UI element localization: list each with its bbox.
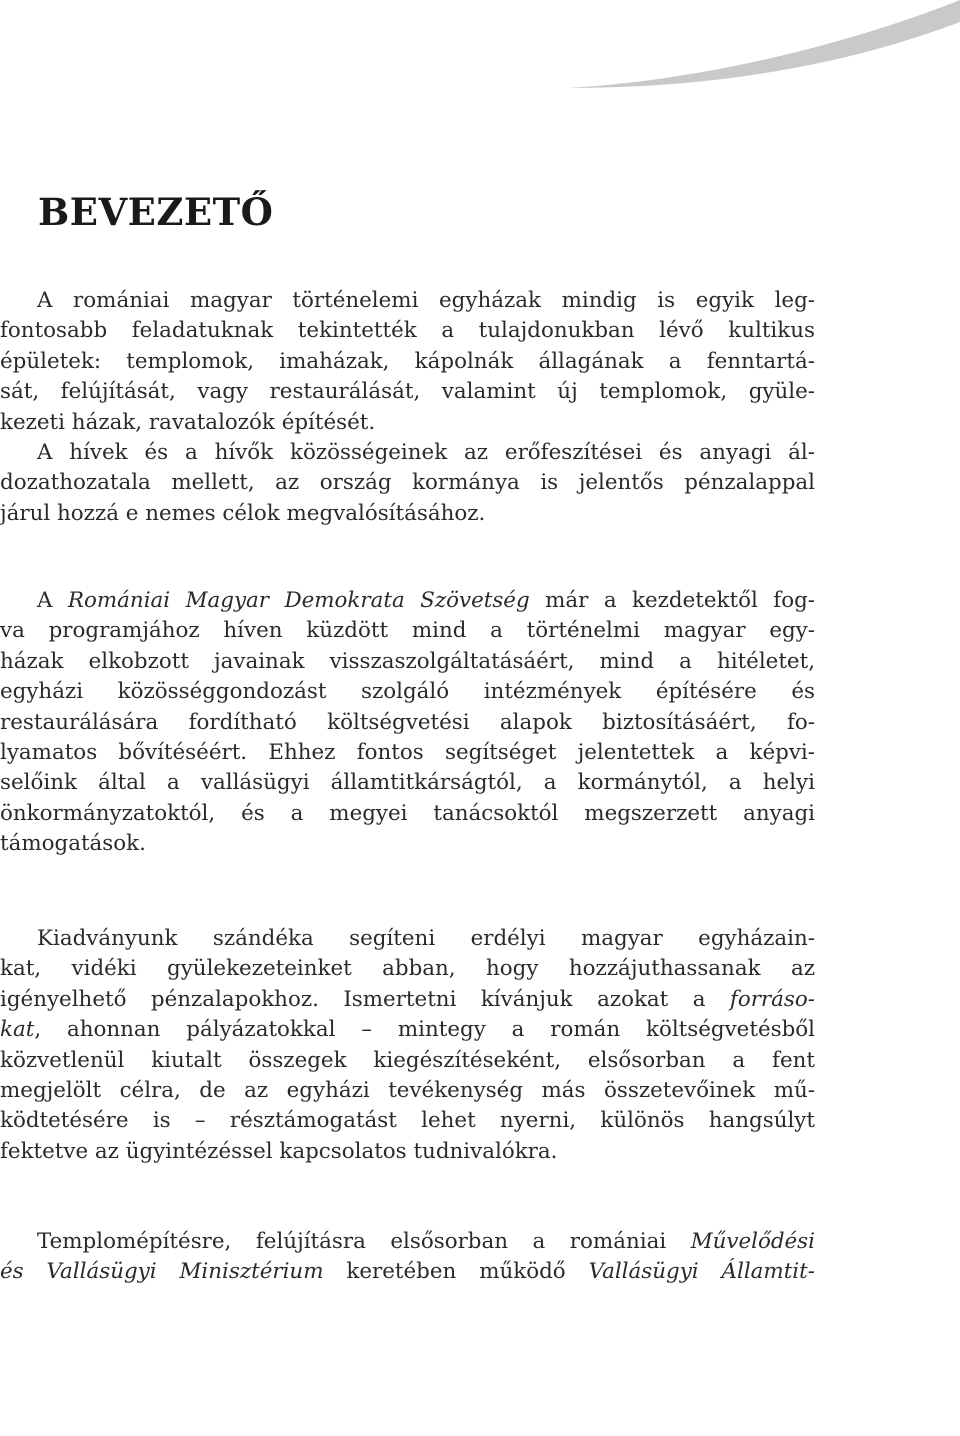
text-line bbox=[0, 616, 815, 646]
text-line bbox=[0, 1106, 815, 1136]
text-run: igényelhető pénzalapokhoz. Ismertetni kívánjuk azokat a bbox=[0, 986, 730, 1012]
text-run: ködtetésére is – résztámogatást lehet nyerni, különös hangsúlyt bbox=[0, 1108, 815, 1134]
italic-text: forráso- bbox=[729, 986, 815, 1012]
text-line bbox=[0, 677, 815, 707]
text-line bbox=[0, 647, 815, 677]
text-run: kat, vidéki gyülekezeteinket abban, hogy hozzájuthassanak az bbox=[0, 956, 815, 982]
text-line bbox=[0, 347, 815, 377]
text-line bbox=[0, 1046, 815, 1076]
text-line bbox=[0, 708, 815, 738]
text-line bbox=[0, 738, 815, 768]
text-line bbox=[0, 468, 815, 498]
text-run: lyamatos bővítéséért. Ehhez fontos segítséget jelentettek a képvi- bbox=[0, 740, 815, 766]
text-run: házak elkobzott javainak visszaszolgáltatásáért, mind a hitéletet, bbox=[0, 648, 815, 674]
page-corner-swoosh bbox=[560, 0, 960, 120]
text-run: sát, felújítását, vagy restaurálását, valamint új templomok, gyüle- bbox=[0, 379, 815, 405]
text-run: megjelölt célra, de az egyházi tevékenység más összetevőinek mű- bbox=[0, 1078, 815, 1104]
text-line bbox=[0, 316, 815, 346]
swoosh-shape bbox=[568, 0, 960, 88]
paragraph-1 bbox=[0, 286, 815, 529]
text-line bbox=[0, 829, 815, 859]
paragraph-3 bbox=[0, 924, 815, 1167]
text-run: A romániai magyar történelemi egyházak mindig is egyik leg- bbox=[37, 288, 815, 313]
text-run: , ahonnan pályázatokkal – mintegy a román költségvetésből bbox=[34, 1017, 815, 1043]
text-line bbox=[0, 1076, 815, 1106]
text-line bbox=[0, 799, 815, 829]
text-run: fontosabb feladatuknak tekintették a tulajdonukban lévő kultikus bbox=[0, 318, 815, 344]
text-run: Kiadványunk szándéka segíteni erdélyi magyar egyházain- bbox=[37, 926, 815, 951]
text-run: kezeti házak, ravatalozók építését. bbox=[0, 409, 376, 435]
text-line bbox=[0, 1257, 815, 1287]
text-run: Templomépítésre, felújításra elsősorban a romániai bbox=[37, 1229, 691, 1254]
text-line bbox=[0, 286, 815, 316]
italic-text: Művelődési bbox=[690, 1229, 815, 1254]
text-line bbox=[0, 1015, 815, 1045]
text-run: járul hozzá e nemes célok megvalósításához. bbox=[0, 500, 486, 526]
text-run: önkormányzatoktól, és a megyei tanácsoktól megszerzett anyagi bbox=[0, 800, 815, 826]
text-line bbox=[0, 499, 815, 529]
text-run: keretében működő bbox=[323, 1259, 589, 1285]
text-run: A bbox=[37, 588, 68, 613]
text-line bbox=[0, 1227, 815, 1257]
italic-text: és Vallásügyi Minisztérium bbox=[0, 1259, 324, 1285]
text-run: épületek: templomok, imaházak, kápolnák állagának a fenntartá- bbox=[0, 348, 815, 374]
text-run: fektetve az ügyintézéssel kapcsolatos tudnivalókra. bbox=[0, 1138, 558, 1164]
italic-text: Romániai Magyar Demokrata Szövetség bbox=[67, 588, 530, 613]
text-run: egyházi közösséggondozást szolgáló intézmények építésére és bbox=[0, 679, 815, 705]
text-line bbox=[0, 985, 815, 1015]
text-line bbox=[0, 438, 815, 468]
page-title: BEVEZETŐ bbox=[38, 190, 274, 234]
text-run: már a kezdetektől fog- bbox=[529, 588, 815, 613]
paragraph-2 bbox=[0, 586, 815, 860]
italic-text: Vallásügyi Államtit- bbox=[588, 1259, 815, 1285]
text-run: va programjához híven küzdött mind a történelmi magyar egy- bbox=[0, 618, 815, 644]
text-line bbox=[0, 1137, 815, 1167]
text-run: restaurálására fordítható költségvetési alapok biztosításáért, fo- bbox=[0, 709, 815, 735]
text-run: támogatások. bbox=[0, 831, 146, 857]
text-run: közvetlenül kiutalt összegek kiegészítéseként, elsősorban a fent bbox=[0, 1047, 815, 1073]
text-run: dozathozatala mellett, az ország kormánya is jelentős pénzalappal bbox=[0, 470, 815, 496]
italic-text: kat bbox=[0, 1017, 35, 1043]
text-line bbox=[0, 954, 815, 984]
text-line bbox=[0, 408, 815, 438]
text-run: A hívek és a hívők közösségeinek az erőfeszítései és anyagi ál- bbox=[37, 440, 815, 466]
text-line bbox=[0, 768, 815, 798]
paragraph-4 bbox=[0, 1227, 815, 1288]
text-run: selőink által a vallásügyi államtitkárságtól, a kormánytól, a helyi bbox=[0, 770, 815, 796]
text-line bbox=[0, 377, 815, 407]
text-line bbox=[0, 924, 815, 954]
text-line bbox=[0, 586, 815, 616]
